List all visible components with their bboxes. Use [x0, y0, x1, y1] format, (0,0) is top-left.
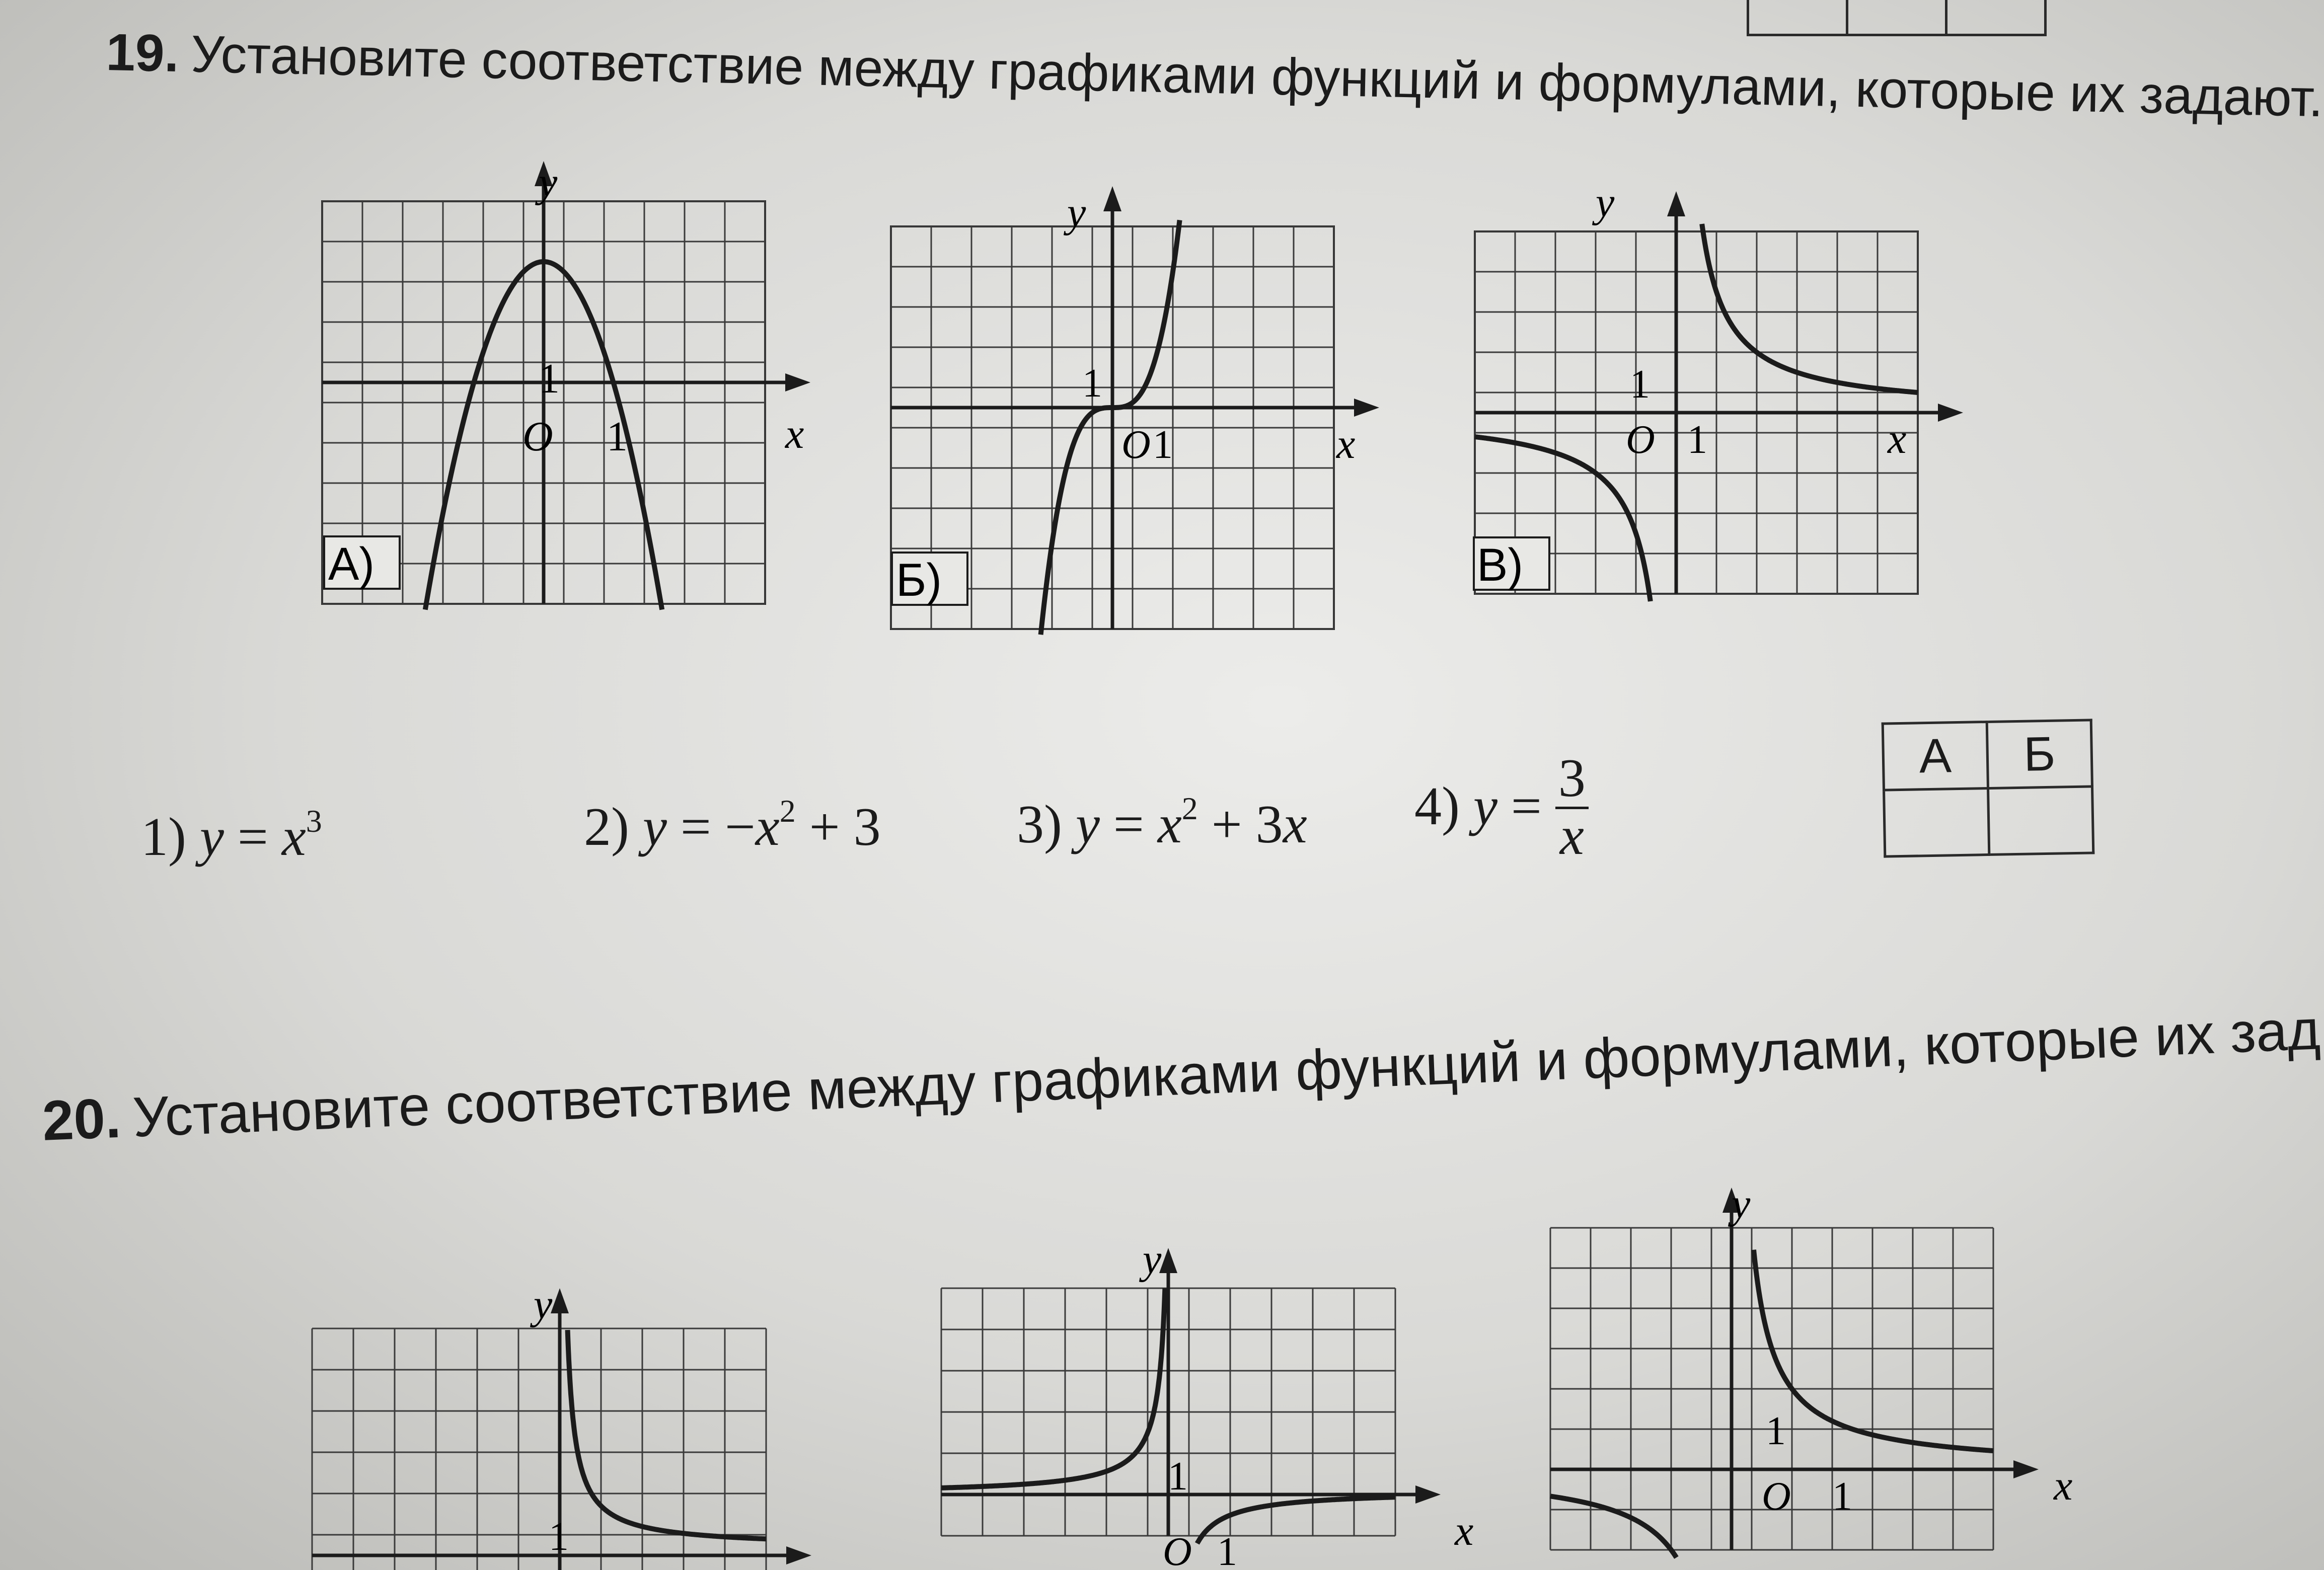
graph-20-2-curve-left: [941, 1288, 1165, 1488]
graph-20-2-y-label: y: [1143, 1236, 1162, 1283]
graph-20-1-y-label: y: [534, 1281, 553, 1328]
formula-4-lhs: y: [1473, 776, 1497, 836]
x-axis-arrow: [785, 373, 810, 391]
problem-20-heading: [41, 998, 2321, 1152]
graph-c-tick-y: 1: [1630, 362, 1650, 407]
graph-c: [1445, 179, 1948, 629]
graph-a-tick-x: 1: [607, 413, 628, 460]
graph-20-2-tick-y: 1: [1168, 1454, 1188, 1499]
x-axis-arrow: [1938, 404, 1963, 422]
y-axis-arrow: [551, 1288, 569, 1313]
y-axis-arrow: [1103, 186, 1121, 211]
formula-1: [141, 805, 322, 865]
graph-c-origin: O: [1626, 418, 1655, 462]
graph-c-tick-x: 1: [1687, 418, 1707, 462]
x-axis-arrow: [786, 1546, 811, 1564]
graph-20-3: [1540, 1181, 2084, 1570]
graph-20-3-y-label: y: [1732, 1181, 1751, 1227]
graph-20-2-x-label: x: [1455, 1508, 1474, 1554]
graph-a-y-label: y: [539, 159, 558, 206]
problem-19-text: Установите соответствие между графиками функций и формулами, которые их задают.: [190, 25, 2324, 128]
formula-2-lhs: y: [642, 797, 667, 857]
formula-1-lhs: y: [199, 807, 224, 867]
graph-b-origin: O: [1121, 423, 1151, 467]
graph-20-2: [931, 1238, 1495, 1570]
formula-2-exp: 2: [779, 793, 796, 829]
graph-b-y-label: y: [1067, 189, 1086, 236]
graph-b: [881, 189, 1384, 639]
graph-c-x-label: x: [1888, 416, 1907, 462]
x-axis-arrow: [2013, 1460, 2039, 1478]
problem-19-number: 19.: [105, 23, 180, 84]
formula-1-base: x: [281, 807, 306, 867]
formula-2-minus: −: [724, 797, 756, 857]
graph-20-1-curve: [568, 1330, 766, 1539]
formula-2: [584, 793, 881, 857]
formula-2-tail: + 3: [809, 797, 881, 857]
formula-2-number: 2): [584, 797, 629, 857]
graph-b-x-label: x: [1336, 421, 1356, 467]
formula-4-eq: =: [1511, 776, 1542, 836]
formula-3-number: 3): [1017, 795, 1062, 854]
graph-a: [312, 159, 804, 629]
formula-3-eq: =: [1113, 795, 1144, 854]
y-axis-arrow: [1667, 191, 1685, 216]
graph-c-grid: [1475, 191, 1963, 594]
formula-4-fraction: [1555, 748, 1589, 867]
graph-a-tick-y: 1: [539, 355, 560, 402]
graph-c-label: В): [1477, 539, 1523, 591]
graph-20-2-tick-x: 1: [1217, 1530, 1237, 1570]
graph-b-tick-y: 1: [1082, 361, 1102, 406]
graph-20-3-curve-right: [1754, 1250, 1993, 1451]
formula-1-number: 1): [141, 807, 186, 867]
answer-cell-b[interactable]: [1988, 787, 2093, 855]
graph-a-x-label: x: [785, 411, 804, 457]
graph-20-2-origin: O: [1163, 1530, 1192, 1570]
answer-table: [1882, 719, 2095, 857]
answer-cell-a[interactable]: [1884, 789, 1989, 857]
graph-20-3-tick-x: 1: [1832, 1474, 1852, 1519]
answer-boxes-previous: [1747, 0, 2047, 36]
y-axis-arrow: [1159, 1248, 1177, 1273]
graph-a-label: А): [328, 538, 374, 590]
formula-3-lhs: y: [1075, 795, 1100, 854]
problem-20-text: Установите соответствие между графиками функций и формулами, которые их зад: [131, 998, 2321, 1149]
formula-1-eq: =: [237, 807, 268, 867]
formula-3-exp: 2: [1181, 791, 1198, 826]
formula-3: [1017, 793, 1307, 852]
graph-a-origin: O: [522, 413, 553, 460]
answer-header-b: Б: [1987, 720, 2092, 789]
formula-4-numerator: 3: [1555, 750, 1589, 809]
graph-b-tick-x: 1: [1153, 423, 1173, 467]
graph-20-1-tick-y: 1: [549, 1515, 569, 1559]
graph-b-label: Б): [896, 555, 942, 606]
x-axis-arrow: [1354, 399, 1379, 417]
formula-3-tail: + 3: [1211, 795, 1283, 854]
x-axis-arrow: [1415, 1485, 1441, 1504]
graph-20-3-curve-left: [1550, 1496, 1676, 1557]
graph-20-3-x-label: x: [2054, 1462, 2073, 1509]
graph-20-1: [302, 1281, 856, 1570]
answer-header-a: А: [1883, 722, 1988, 791]
graph-20-3-grid: [1550, 1188, 2039, 1550]
formula-2-eq: =: [680, 797, 711, 857]
problem-19-heading: [105, 23, 2324, 128]
graph-c-curve-right: [1702, 224, 1918, 392]
graph-20-3-origin: O: [1762, 1474, 1791, 1519]
graph-20-3-tick-y: 1: [1766, 1409, 1786, 1453]
formula-1-exp: 3: [306, 803, 322, 839]
graph-c-y-label: y: [1596, 179, 1615, 226]
formula-4-number: 4): [1414, 776, 1460, 836]
problem-20-number: 20.: [41, 1086, 122, 1152]
formula-4-denominator: x: [1559, 806, 1584, 867]
formula-4: [1414, 748, 1589, 869]
graph-20-2-grid: [941, 1248, 1441, 1536]
formula-2-base: x: [755, 797, 780, 857]
formula-3-tail-var: x: [1283, 795, 1307, 854]
formula-3-base: x: [1157, 795, 1182, 854]
